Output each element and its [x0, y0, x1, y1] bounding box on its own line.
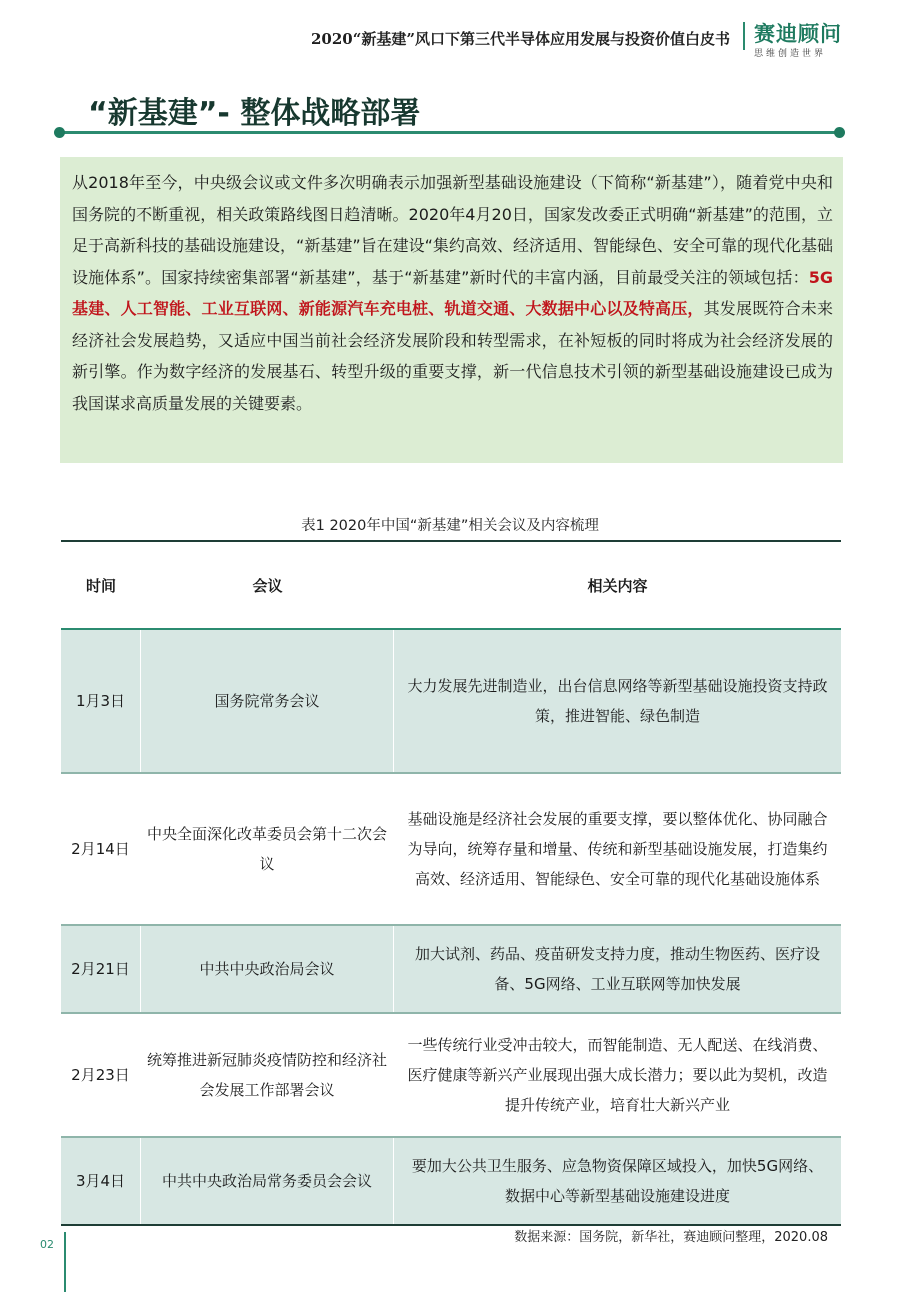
table-header [61, 542, 841, 630]
intro-text-before: 从2018年至今，中央级会议或文件多次明确表示加强新型基础设施建设（下简称“新基建”），随着党中央和国务院的不断重视，相关政策路线图日趋清晰。2020年4月20日，国家发改委正式明确“新基建”的范围，立足于高新科技的基础设施建设，“新基建”旨在建设“集约高效、经济适用、智能绿色、安全可靠的现代化基础设施体系”。国家持续密集部署“新基建”，基于“新基建”新时代的丰富内涵，目前最受关注的领域包括： [72, 173, 833, 287]
intro-highlight: 5G基建、人工智能、工业互联网、新能源汽车充电桩、轨道交通、大数据中心以及特高压， [72, 267, 833, 318]
page-margin-line [64, 1232, 66, 1292]
row-meeting: 统筹推进新冠肺炎疫情防控和经济社会发展工作部署会议 [141, 1014, 394, 1136]
table-row [61, 1138, 841, 1224]
row-content: 一些传统行业受冲击较大，而智能制造、无人配送、在线消费、医疗健康等新兴产业展现出强大成长潜力；要以此为契机，改造提升传统产业，培育壮大新兴产业 [407, 1036, 828, 1114]
row-date: 1月3日 [61, 630, 141, 772]
row-date: 2月14日 [61, 774, 141, 924]
title-rule [60, 131, 840, 134]
table-row [61, 1014, 841, 1138]
header-content: 相关内容 [587, 576, 648, 595]
brand-logo [754, 18, 842, 59]
brand-name: 赛迪顾问 [754, 21, 842, 46]
row-content: 加大试剂、药品、疫苗研发支持力度，推动生物医药、医疗设备、5G网络、工业互联网等加快发展 [414, 945, 820, 993]
table-row [61, 630, 841, 774]
row-date: 2月23日 [61, 1014, 141, 1136]
row-content: 基础设施是经济社会发展的重要支撑，要以整体优化、协同融合为导向，统筹存量和增量、传统和新型基础设施发展，打造集约高效、经济适用、智能绿色、安全可靠的现代化基础设施体系 [407, 810, 828, 888]
row-meeting: 国务院常务会议 [141, 630, 394, 772]
section-title: “新基建”- 整体战略部署 [88, 96, 421, 131]
table-row [61, 774, 841, 926]
table-row [61, 926, 841, 1014]
intro-text-after: 其发展既符合未来经济社会发展趋势，又适应中国当前社会经济发展阶段和转型需求，在补短板的同时将成为社会经济发展的新引擎。作为数字经济的发展基石、转型升级的重要支撑，新一代信息技术引领的新型基础设施建设已成为我国谋求高质量发展的关键要素。 [72, 299, 833, 413]
rule-dot-right [834, 127, 845, 138]
meetings-table [61, 540, 841, 1226]
row-date: 2月21日 [61, 926, 141, 1012]
row-meeting: 中央全面深化改革委员会第十二次会议 [141, 774, 394, 924]
data-source: 数据来源：国务院，新华社，赛迪顾问整理，2020.08 [514, 1230, 828, 1245]
rule-dot-left [54, 127, 65, 138]
row-content: 要加大公共卫生服务、应急物资保障区域投入，加快5G网络、数据中心等新型基础设施建设进度 [411, 1157, 824, 1205]
row-date: 3月4日 [61, 1138, 141, 1224]
header-date: 时间 [85, 576, 116, 595]
row-content: 大力发展先进制造业，出台信息网络等新型基础设施投资支持政策，推进智能、绿色制造 [407, 677, 828, 725]
document-title: 2020“新基建”风口下第三代半导体应用发展与投资价值白皮书 [310, 30, 730, 48]
header-meeting: 会议 [252, 576, 283, 595]
page-number: 02 [40, 1238, 54, 1251]
intro-paragraph [60, 157, 843, 463]
row-meeting: 中共中央政治局会议 [141, 926, 394, 1012]
brand-slogan: 思维创造世界 [754, 49, 827, 59]
header-divider [743, 22, 745, 50]
row-meeting: 中共中央政治局常务委员会会议 [141, 1138, 394, 1224]
table-caption: 表1 2020年中国“新基建”相关会议及内容梳理 [301, 518, 599, 534]
